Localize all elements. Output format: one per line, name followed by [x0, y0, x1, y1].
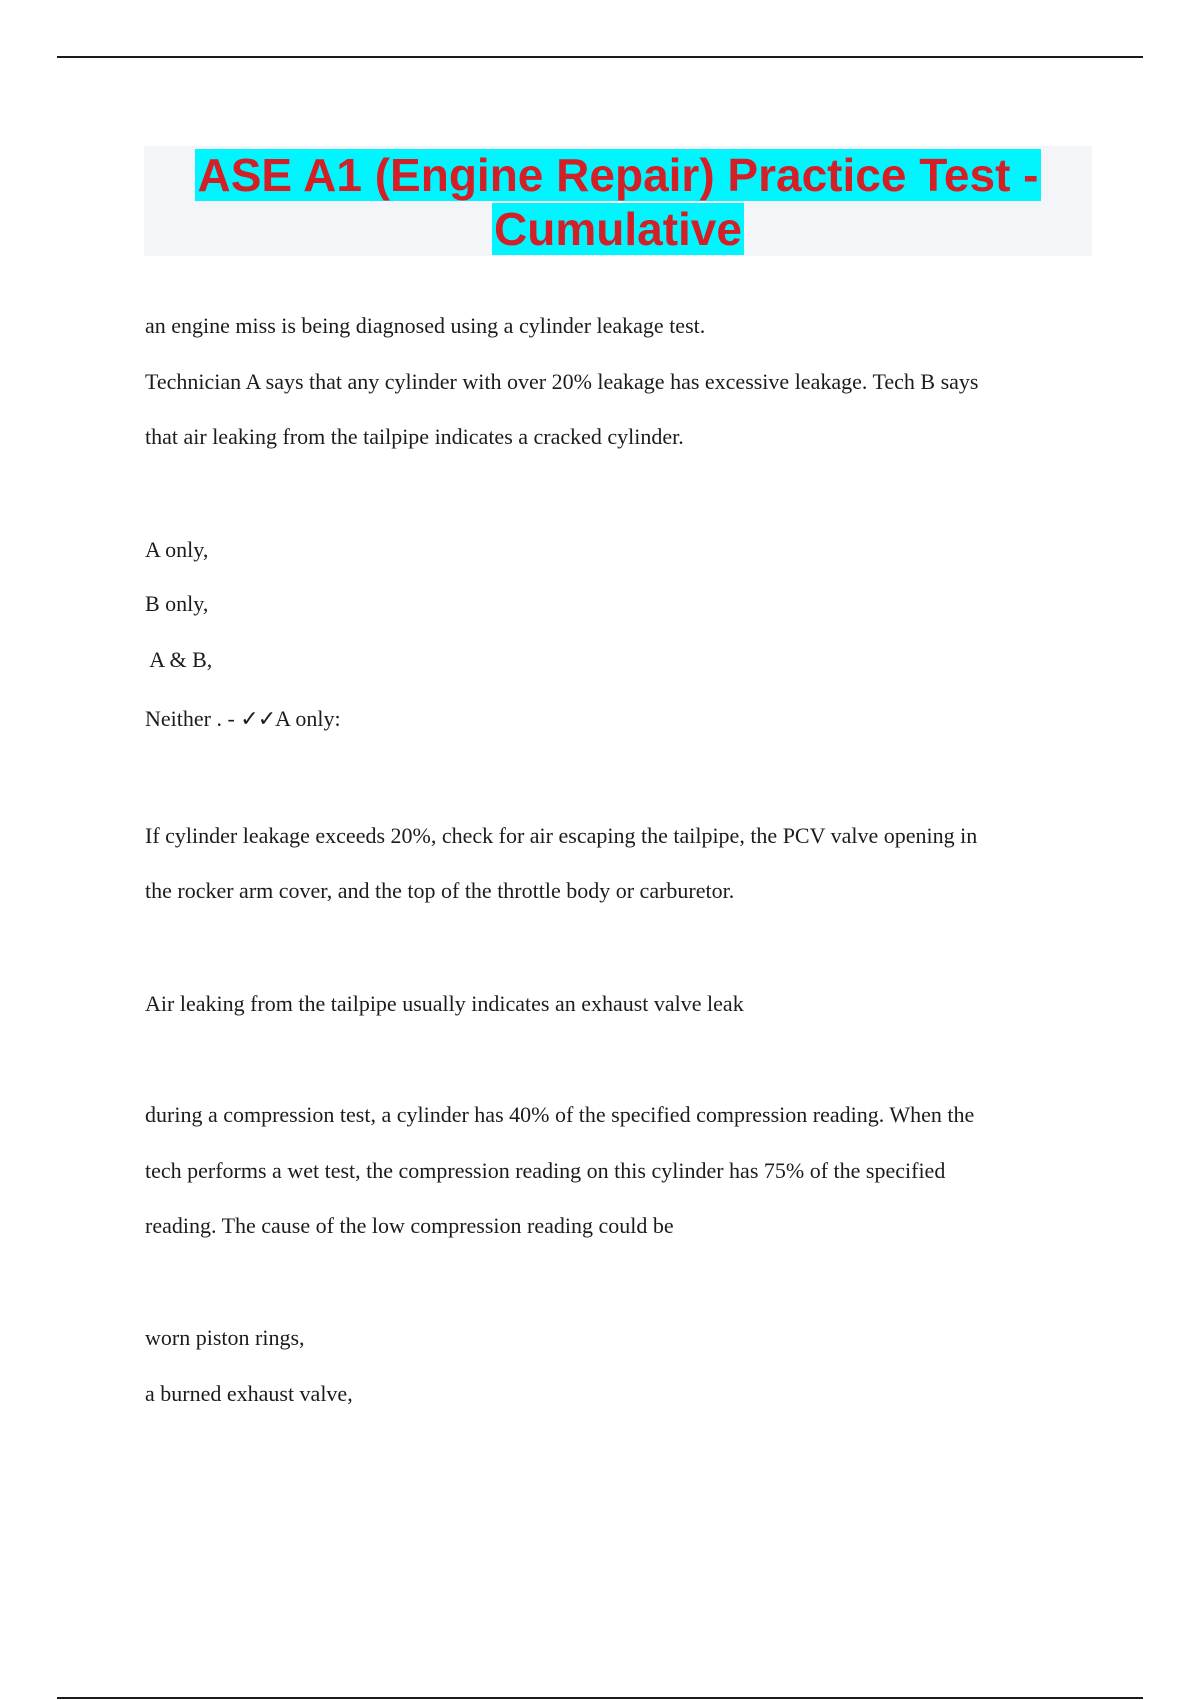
question-2-text-line-3: reading. The cause of the low compression reading could be — [145, 1213, 674, 1238]
question-1-option-neither: Neither . - — [145, 706, 241, 731]
bottom-rule — [57, 1697, 1143, 1699]
question-1-answer: A only: — [275, 706, 341, 731]
question-2-option-1: worn piston rings, — [145, 1325, 305, 1350]
check-mark-icon: ✓✓ — [240, 707, 276, 732]
question-1-answer-line — [145, 706, 341, 733]
document-title — [144, 146, 1092, 256]
question-1-option-a: A only, — [145, 537, 209, 562]
question-1-explanation-line-1: If cylinder leakage exceeds 20%, check for air escaping the tailpipe, the PCV valve opening in — [145, 823, 978, 848]
question-1-option-b: B only, — [145, 591, 209, 616]
question-1-text-line-2: that air leaking from the tailpipe indicates a cracked cylinder. — [145, 424, 684, 449]
question-2-option-2: a burned exhaust valve, — [145, 1381, 353, 1406]
question-1-explanation-2: Air leaking from the tailpipe usually indicates an exhaust valve leak — [145, 991, 744, 1016]
title-line-2: Cumulative — [494, 203, 742, 255]
question-2-text-line-2: tech performs a wet test, the compression reading on this cylinder has 75% of the specified — [145, 1158, 946, 1183]
question-1-intro: an engine miss is being diagnosed using a cylinder leakage test. — [145, 313, 706, 338]
question-2-text-line-1: during a compression test, a cylinder has 40% of the specified compression reading. When the — [145, 1102, 975, 1127]
title-line-1: ASE A1 (Engine Repair) Practice Test - — [197, 149, 1039, 201]
question-1-text-line-1: Technician A says that any cylinder with over 20% leakage has excessive leakage. Tech B says — [145, 369, 979, 394]
question-1-option-ab: A & B, — [145, 647, 213, 672]
top-rule — [57, 56, 1143, 58]
question-1-explanation-line-2: the rocker arm cover, and the top of the throttle body or carburetor. — [145, 878, 735, 903]
